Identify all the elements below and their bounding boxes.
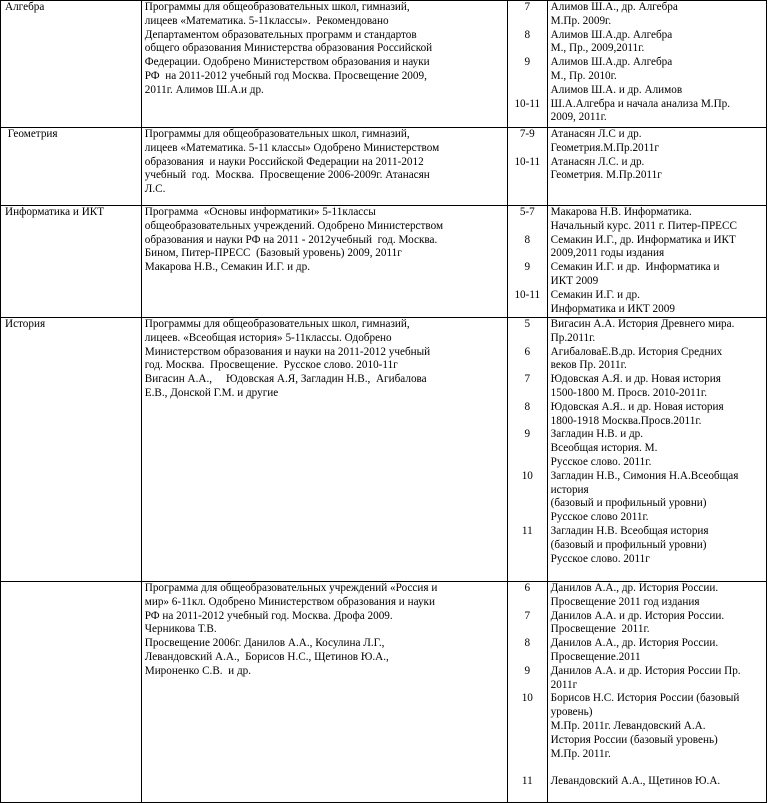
- program-cell: [141, 128, 507, 206]
- grade-label: 10-11: [514, 288, 541, 301]
- textbook-text-line: Русское слово. 2011г: [550, 552, 650, 565]
- program-text-line: учебный год. Москва. Просвещение 2006-2009г. Атанасян: [144, 169, 430, 182]
- textbook-text-line: АгибаловаЕ.В.др. История Средних: [550, 345, 723, 358]
- grade-label: [508, 761, 547, 775]
- grade-label: 8: [524, 400, 531, 413]
- grade-label: [508, 415, 547, 429]
- textbook-text-line: [551, 761, 763, 775]
- program-text-line: Программа для общеобразовательных учреждений «Россия и: [144, 582, 438, 594]
- subject-label: Геометрия: [5, 128, 58, 140]
- program-text-line: общеобразовательных учреждений. Одобрено Министерством: [144, 219, 444, 232]
- table-row: [1, 318, 767, 582]
- textbook-cell: [547, 1, 766, 128]
- textbook-text-line: М.Пр. 2009г.: [550, 14, 612, 27]
- grade-label: [508, 734, 547, 748]
- program-cell: [141, 1, 507, 128]
- textbook-text-line: Борисов Н.С. История России (базовый: [550, 692, 740, 705]
- grade-label: 9: [524, 261, 531, 274]
- textbook-cell: [547, 206, 766, 318]
- program-text-line: мир» 6-11кл. Одобрено Министерством образования и науки: [144, 595, 435, 608]
- textbook-text-line: Алимов Ш.А., др. Алгебра: [550, 1, 678, 13]
- grade-label: [508, 539, 547, 553]
- program-text-line: Макарова Н.В., Семакин И.Г. и др.: [144, 261, 310, 274]
- grade-label: [508, 169, 547, 183]
- program-text-line: Просвещение 2006г. Данилов А.А., Косулина Л.Г.,: [144, 637, 385, 650]
- subject-cell: [1, 128, 142, 206]
- textbook-text-line: Атанасян Л.С. и др.: [550, 155, 645, 168]
- subject-cell: [1, 206, 142, 318]
- textbook-text-line: 1500-1800 М. Просв. 2010-2011г.: [550, 386, 708, 399]
- program-text-line: год. Москва. Просвещение. Русское слово. 2010-11г: [144, 359, 398, 372]
- grade-label: [508, 456, 547, 470]
- program-text-line: РФ на 2011-2012 учебный год Москва. Просвещение 2009,: [144, 69, 427, 82]
- textbook-text-line: Просвещение 2011г.: [550, 623, 650, 636]
- grade-label: 10-11: [514, 155, 541, 168]
- textbook-text-line: М.Пр. 2011г. Левандовский А.А.: [550, 719, 706, 732]
- textbook-text-line: М., Пр. 2010г.: [550, 69, 617, 82]
- program-cell: [141, 318, 507, 582]
- grade-label: [508, 303, 547, 317]
- grade-label: [508, 720, 547, 734]
- subject-label: Алгебра: [5, 1, 45, 13]
- textbook-text-line: Пр.2011г.: [550, 331, 596, 344]
- textbook-text-line: Юдовская А.Я.. и др. Новая история: [550, 400, 724, 413]
- grade-label: [508, 247, 547, 261]
- textbook-text-line: (базовый и профильный уровни): [550, 538, 707, 551]
- program-text-line: лицеев «Математика. 5-11 классы» Одобрено Министерством: [144, 141, 440, 154]
- subject-label: История: [5, 318, 46, 330]
- grade-label: [508, 275, 547, 289]
- program-text-line: 2011г. Алимов Ш.А.и др.: [144, 83, 264, 96]
- grade-cell: [507, 318, 547, 582]
- program-cell: [141, 206, 507, 318]
- program-text-line: Департаментом образовательных программ и стандартов: [144, 28, 417, 41]
- program-text-line: лицеев. «Всеобщая история» 5-11классы. Одобрено: [144, 331, 392, 344]
- program-text-line: общего образования Министерства образования Российской: [144, 42, 433, 55]
- textbook-cell: [547, 318, 766, 582]
- textbook-text-line: история: [550, 483, 589, 496]
- textbook-text-line: Алимов Ш.А.др. Алгебра: [550, 28, 673, 41]
- textbook-text-line: Информатика и ИКТ 2009: [550, 302, 675, 315]
- textbook-text-line: 2009,2011 годы издания: [550, 247, 665, 260]
- textbook-text-line: Левандовский А.А., Щетинов Ю.А.: [550, 775, 721, 788]
- textbook-text-line: 2009, 2011г.: [550, 111, 607, 124]
- grade-label: 7-9: [519, 128, 535, 140]
- grade-label: 9: [524, 56, 531, 69]
- grade-label: 11: [521, 524, 533, 537]
- textbook-text-line: 1800-1918 Москва.Просв.2011г.: [550, 414, 702, 427]
- program-text-line: Программа «Основы информатики» 5-11классы: [144, 206, 376, 218]
- program-text-line: Программы для общеобразовательных школ, гимназий,: [144, 128, 410, 140]
- grade-label: [508, 15, 547, 29]
- grade-label: [508, 111, 547, 125]
- grade-label: 8: [524, 233, 531, 246]
- grade-label: [508, 387, 547, 401]
- textbook-text-line: Алимов Ш.А.др. Алгебра: [550, 56, 673, 69]
- program-text-line: Программы для общеобразовательных школ, гимназий,: [144, 1, 410, 13]
- grade-label: 5-7: [519, 206, 535, 218]
- grade-label: [508, 442, 547, 456]
- textbook-text-line: Алимов Ш.А. и др. Алимов: [550, 83, 683, 96]
- grade-label: [508, 706, 547, 720]
- program-text-line: Вигасин А.А., Юдовская А.Я, Загладин Н.В., Агибалова: [144, 373, 427, 386]
- grade-label: [508, 748, 547, 762]
- grade-label: 5: [524, 318, 531, 330]
- grade-label: [508, 220, 547, 234]
- grade-label: 6: [524, 582, 531, 594]
- program-text-line: лицеев «Математика. 5-11классы». Рекомендовано: [144, 14, 389, 27]
- grade-label: [508, 142, 547, 156]
- table-row: [1, 206, 767, 318]
- program-text-line: Л.С.: [144, 183, 166, 196]
- grade-cell: [507, 1, 547, 128]
- textbook-text-line: Вигасин А.А. История Древнего мира.: [550, 318, 735, 330]
- textbook-text-line: 2011г: [550, 678, 578, 691]
- textbook-text-line: Юдовская А.Я. и др. Новая история: [550, 373, 721, 386]
- textbook-text-line: Просвещение.2011: [550, 650, 641, 663]
- table-row: [1, 1, 767, 128]
- program-text-line: Мироненко С.В. и др.: [144, 664, 252, 677]
- program-text-line: Черникова Т.В.: [144, 623, 217, 636]
- grade-cell: [507, 206, 547, 318]
- grade-label: 8: [524, 637, 531, 650]
- grade-label: [508, 651, 547, 665]
- textbook-text-line: Семакин И.Г. и др.: [550, 288, 640, 301]
- grade-label: [508, 497, 547, 511]
- program-text-line: Бином, Питер-ПРЕСС (Базовый уровень) 2009, 2011г: [144, 247, 402, 260]
- grade-label: 8: [524, 28, 531, 41]
- textbook-cell: [547, 128, 766, 206]
- textbook-text-line: Русское слово 2011г.: [550, 511, 649, 524]
- table-row: [1, 582, 767, 803]
- textbook-text-line: ИКТ 2009: [550, 274, 599, 287]
- textbook-text-line: История России (базовый уровень): [550, 733, 718, 746]
- grade-label: 9: [524, 664, 531, 677]
- textbook-text-line: Русское слово. 2011г.: [550, 455, 652, 468]
- textbook-text-line: Данилов А.А., др. История России.: [550, 637, 719, 650]
- grade-cell: [507, 582, 547, 803]
- textbook-text-line: Начальный курс. 2011 г. Питер-ПРЕСС: [550, 219, 737, 232]
- subject-label: Информатика и ИКТ: [5, 206, 105, 218]
- textbook-text-line: Данилов А.А. и др. История России Пр.: [550, 664, 741, 677]
- grade-label: [508, 596, 547, 610]
- textbook-text-line: Геометрия.М.Пр.2011г: [550, 141, 659, 154]
- grade-label: [508, 42, 547, 56]
- grade-label: 10: [521, 692, 533, 705]
- grade-label: [508, 511, 547, 525]
- program-cell: [141, 582, 507, 803]
- grade-label: [508, 484, 547, 498]
- textbook-text-line: веков Пр. 2011г.: [550, 359, 627, 372]
- grade-cell: [507, 128, 547, 206]
- textbook-text-line: Данилов А.А., др. История России.: [550, 582, 719, 594]
- program-text-line: образования и науки Российской Федерации на 2011-2012: [144, 155, 424, 168]
- textbook-text-line: Просвещение 2011 год издания: [550, 595, 700, 608]
- textbook-text-line: Семакин И.Г. и др. Информатика и: [550, 261, 720, 274]
- grade-label: 7: [524, 609, 531, 622]
- grade-label: [508, 84, 547, 98]
- textbook-text-line: Данилов А.А. и др. История России.: [550, 609, 725, 622]
- subject-cell: [1, 318, 142, 582]
- table-row: [1, 128, 767, 206]
- program-text-line: Министерством образования и науки на 2011-2012 учебный: [144, 345, 431, 358]
- textbook-text-line: М.Пр. 2011г.: [550, 747, 611, 760]
- grade-label: 6: [524, 345, 531, 358]
- textbook-text-line: Макарова Н.В. Информатика.: [550, 206, 692, 218]
- grade-label: 7: [524, 373, 531, 386]
- textbook-text-line: Семакин И.Г., др. Информатика и ИКТ: [550, 233, 736, 246]
- textbook-text-line: уровень): [550, 706, 593, 719]
- program-text-line: Федерации. Одобрено Министерством образования и науки: [144, 56, 430, 69]
- program-text-line: Левандовский А.А., Борисов Н.С., Щетинов Ю.А.,: [144, 650, 389, 663]
- grade-label: [508, 70, 547, 84]
- grade-label: 9: [524, 428, 531, 441]
- textbook-text-line: (базовый и профильный уровни): [550, 497, 707, 510]
- textbook-text-line: М., Пр., 2009,2011г.: [550, 42, 645, 55]
- subject-cell: [1, 1, 142, 128]
- grade-label: 11: [521, 775, 533, 788]
- program-text-line: Программы для общеобразовательных школ, гимназий,: [144, 318, 410, 330]
- textbook-text-line: Ш.А.Алгебра и начала анализа М.Пр.: [550, 97, 731, 110]
- subject-cell: [1, 582, 142, 803]
- textbook-text-line: Всеобщая история. М.: [550, 442, 658, 455]
- grade-label: [508, 679, 547, 693]
- program-text-line: РФ на 2011-2012 учебный год. Москва. Дрофа 2009.: [144, 609, 393, 622]
- textbook-text-line: Загладин Н.В. Всеобщая история: [550, 524, 709, 537]
- textbook-text-line: Атанасян Л.С и др.: [550, 128, 642, 140]
- grade-label: [508, 623, 547, 637]
- grade-label: [508, 332, 547, 346]
- textbook-cell: [547, 582, 766, 803]
- grade-label: 10: [521, 469, 533, 482]
- program-text-line: Е.В., Донской Г.М. и другие: [144, 386, 279, 399]
- program-text-line: образования и науки РФ на 2011 - 2012учебный год. Москва.: [144, 233, 438, 246]
- grade-label: [508, 359, 547, 373]
- textbook-text-line: Загладин Н.В., Симония Н.А.Всеобщая: [550, 469, 739, 482]
- textbook-text-line: Загладин Н.В. и др.: [550, 428, 644, 441]
- grade-label: 7: [524, 1, 531, 13]
- grade-label: 10-11: [514, 97, 541, 110]
- grade-label: [508, 553, 547, 567]
- textbook-text-line: Геометрия. М.Пр.2011г: [550, 169, 662, 182]
